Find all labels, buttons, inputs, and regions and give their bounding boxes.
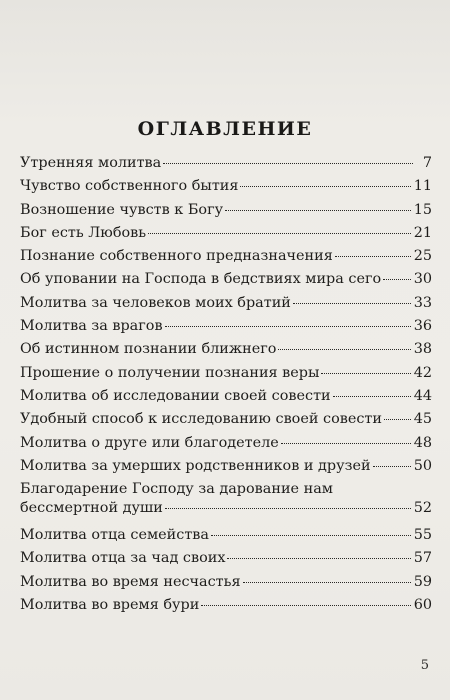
toc-entry-page: 45 bbox=[413, 411, 432, 428]
toc-entry-page: 21 bbox=[413, 224, 432, 241]
dot-leader bbox=[240, 186, 410, 187]
toc-entry-page: 44 bbox=[413, 387, 432, 404]
toc-entry-title-line2: бессмертной души bbox=[20, 500, 163, 517]
toc-entry-title: Удобный способ к исследованию своей совести bbox=[20, 411, 382, 428]
toc-entry-page: 36 bbox=[413, 318, 432, 335]
toc-entry-title: Утренняя молитва bbox=[20, 155, 162, 171]
dot-leader bbox=[211, 535, 411, 536]
dot-leader bbox=[281, 443, 411, 444]
dot-leader bbox=[243, 582, 411, 583]
toc-entry-page: 59 bbox=[413, 573, 432, 590]
toc-entry-title-line1: Благодарение Господу за дарование нам bbox=[20, 481, 333, 498]
dot-leader bbox=[333, 396, 411, 397]
toc-entry-page: 52 bbox=[413, 500, 432, 517]
toc-entry-title: Чувство собственного бытия bbox=[20, 178, 239, 195]
dot-leader bbox=[335, 256, 411, 257]
toc-entry bbox=[20, 201, 432, 224]
toc-entry bbox=[20, 364, 432, 387]
toc-entry-title: Молитва отца семейства bbox=[20, 527, 209, 544]
toc-entry bbox=[20, 177, 432, 200]
dot-leader bbox=[293, 303, 411, 304]
toc-entry bbox=[20, 387, 432, 410]
toc-entry bbox=[20, 270, 432, 293]
toc-entry-title: Молитва во время бури bbox=[20, 597, 200, 614]
toc-entry bbox=[20, 247, 432, 270]
toc-entry-title: Об уповании на Господа в бедствиях мира сего bbox=[20, 271, 382, 288]
toc-entry-page: 30 bbox=[413, 271, 432, 288]
toc-entry-title: Возношение чувств к Богу bbox=[20, 201, 224, 218]
toc-entry bbox=[20, 526, 432, 549]
toc-entry-page: 55 bbox=[413, 527, 432, 544]
dot-leader bbox=[165, 508, 411, 509]
dot-leader bbox=[163, 163, 413, 164]
dot-leader bbox=[165, 326, 411, 327]
toc-entry-title: Молитва во время несчастья bbox=[20, 573, 241, 590]
dot-leader bbox=[201, 605, 410, 606]
dot-leader bbox=[373, 466, 411, 467]
toc-entry-page: 57 bbox=[413, 550, 432, 567]
toc-entry-page: 48 bbox=[413, 434, 432, 451]
dot-leader bbox=[383, 279, 411, 280]
dot-leader bbox=[278, 349, 410, 350]
toc-entry-page: 15 bbox=[413, 201, 432, 218]
toc-entry bbox=[20, 596, 432, 619]
toc-entry-page: 38 bbox=[413, 341, 432, 358]
dot-leader bbox=[321, 373, 410, 374]
dot-leader bbox=[225, 210, 411, 211]
dot-leader bbox=[148, 233, 411, 234]
toc-entry-page: 11 bbox=[413, 178, 432, 195]
toc-entry-title: Прошение о получении познания веры bbox=[20, 364, 320, 381]
toc-entry-page: 33 bbox=[413, 294, 432, 311]
toc-entry bbox=[20, 294, 432, 317]
toc-entry-title: Молитва за врагов bbox=[20, 318, 163, 335]
toc-entry-title: Молитва за человеков моих братий bbox=[20, 294, 291, 311]
dot-leader bbox=[227, 558, 410, 559]
page-number: 5 bbox=[420, 658, 429, 673]
table-of-contents bbox=[20, 154, 432, 619]
toc-entry-page: 7 bbox=[422, 155, 432, 171]
toc-entry bbox=[20, 340, 432, 363]
toc-entry bbox=[20, 317, 432, 340]
toc-entry bbox=[20, 549, 432, 572]
toc-entry bbox=[20, 410, 432, 433]
toc-entry-title: Бог есть Любовь bbox=[20, 224, 147, 241]
toc-entry-title: Молитва об исследовании своей совести bbox=[20, 387, 331, 404]
toc-entry-page: 50 bbox=[413, 457, 432, 474]
dot-leader bbox=[384, 419, 411, 420]
toc-entry-title: Молитва отца за чад своих bbox=[20, 550, 226, 567]
toc-entry bbox=[20, 457, 432, 480]
toc-entry-page: 25 bbox=[413, 248, 432, 265]
toc-entry bbox=[20, 154, 432, 177]
toc-entry-page: 42 bbox=[413, 364, 432, 381]
toc-heading: ОГЛАВЛЕНИЕ bbox=[137, 118, 313, 140]
toc-entry-title: Познание собственного предназначения bbox=[20, 248, 333, 265]
toc-entry bbox=[20, 480, 432, 526]
toc-entry-title: Молитва о друге или благодетеле bbox=[20, 434, 279, 451]
toc-entry bbox=[20, 573, 432, 596]
toc-entry bbox=[20, 434, 432, 457]
toc-entry-page: 60 bbox=[413, 597, 432, 614]
toc-entry-title: Молитва за умерших родственников и друзей bbox=[20, 457, 371, 474]
toc-entry-title: Об истинном познании ближнего bbox=[20, 341, 277, 358]
toc-entry-line2 bbox=[20, 499, 432, 522]
toc-entry bbox=[20, 224, 432, 247]
